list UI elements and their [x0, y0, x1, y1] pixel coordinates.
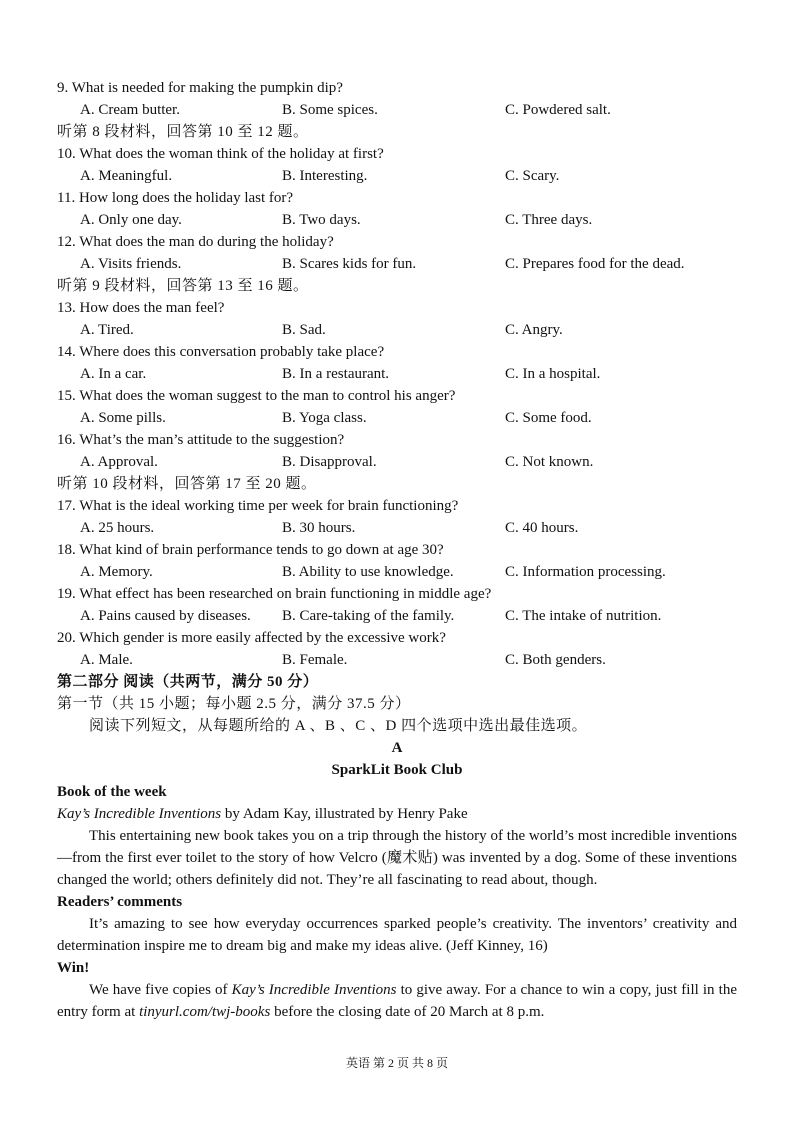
page-footer: 英语 第 2 页 共 8 页: [345, 1056, 448, 1070]
win-book-title: Kay’s Incredible Inventions: [231, 982, 397, 998]
option-b: B. In a restaurant.: [282, 366, 390, 382]
option-c: C. 40 hours.: [505, 520, 579, 536]
option-c: C. Powdered salt.: [505, 102, 611, 118]
passage-title: SparkLit Book Club: [331, 762, 463, 778]
option-b: B. Female.: [282, 652, 348, 668]
option-a: A. Cream butter.: [80, 102, 180, 118]
win-url: tinyurl.com/twj-books: [139, 1004, 271, 1020]
passage-letter: A: [391, 740, 403, 756]
question-9: 9. What is needed for making the pumpkin dip?: [57, 80, 343, 96]
option-c: C. Both genders.: [505, 652, 606, 668]
question-15: 15. What does the woman suggest to the man to control his anger?: [57, 388, 456, 404]
book-paragraph: This entertaining new book takes you on a trip through the history of the world’s most incredible inventions—from the first ever toilet to the story of how Velcro (魔术贴) was invented by a dog. Some of these inventions changed the world; others definitely did not. They’re all fascinating to read about, though.: [57, 828, 737, 888]
win-text-3: before the closing date of 20 March at 8 p.m.: [270, 1004, 545, 1020]
option-a: A. Some pills.: [80, 410, 166, 426]
question-17: 17. What is the ideal working time per week for brain functioning?: [57, 498, 459, 514]
exam-page: [57, 77, 737, 1023]
options-18: [57, 561, 737, 583]
options-9: [57, 99, 737, 121]
option-c: C. Information processing.: [505, 564, 666, 580]
part2-title: 第二部分 阅读（共两节，满分 50 分）: [57, 674, 319, 690]
option-b: B. Sad.: [282, 322, 326, 338]
option-a: A. Visits friends.: [80, 256, 182, 272]
option-c: C. The intake of nutrition.: [505, 608, 662, 624]
options-13: [57, 319, 737, 341]
option-b: B. Ability to use knowledge.: [282, 564, 454, 580]
options-10: [57, 165, 737, 187]
options-17: [57, 517, 737, 539]
book-byline: by Adam Kay, illustrated by Henry Pake: [221, 806, 468, 822]
option-b: B. 30 hours.: [282, 520, 356, 536]
win-text-2: to give away. For a chance to win a copy, just fill in the entry form at: [57, 982, 737, 1020]
comments-paragraph: It’s amazing to see how everyday occurrences sparked people’s creativity. The inventors’ creativity and determination inspire me to dream big and make my ideas alive. (Jeff Kinney, 16): [57, 916, 737, 954]
question-16: 16. What’s the man’s attitude to the suggestion?: [57, 432, 345, 448]
option-c: C. Some food.: [505, 410, 592, 426]
options-20: [57, 649, 737, 671]
option-c: C. Not known.: [505, 454, 594, 470]
option-b: B. Interesting.: [282, 168, 368, 184]
option-b: B. Scares kids for fun.: [282, 256, 417, 272]
question-19: 19. What effect has been researched on brain functioning in middle age?: [57, 586, 492, 602]
option-c: C. Prepares food for the dead.: [505, 256, 685, 272]
options-11: [57, 209, 737, 231]
question-14: 14. Where does this conversation probably take place?: [57, 344, 385, 360]
option-b: B. Disapproval.: [282, 454, 377, 470]
section1-title: 第一节（共 15 小题；每小题 2.5 分，满分 37.5 分）: [57, 696, 411, 712]
option-a: A. Only one day.: [80, 212, 182, 228]
option-a: A. Male.: [80, 652, 133, 668]
option-b: B. Care-taking of the family.: [282, 608, 455, 624]
book-heading: Book of the week: [57, 784, 167, 800]
option-a: A. In a car.: [80, 366, 147, 382]
instructions: 阅读下列短文，从每题所给的 A 、B 、C 、D 四个选项中选出最佳选项。: [89, 718, 588, 734]
options-16: [57, 451, 737, 473]
section-10-header: 听第 10 段材料，回答第 17 至 20 题。: [57, 476, 317, 492]
option-a: A. Memory.: [80, 564, 153, 580]
book-title: Kay’s Incredible Inventions: [57, 806, 222, 822]
win-paragraph: [57, 979, 737, 1023]
option-c: C. Angry.: [505, 322, 563, 338]
option-a: A. Tired.: [80, 322, 134, 338]
option-a: A. Pains caused by diseases.: [80, 608, 251, 624]
question-11: 11. How long does the holiday last for?: [57, 190, 294, 206]
question-10: 10. What does the woman think of the holiday at first?: [57, 146, 384, 162]
question-13: 13. How does the man feel?: [57, 300, 225, 316]
option-a: A. Meaningful.: [80, 168, 173, 184]
option-b: B. Some spices.: [282, 102, 378, 118]
option-b: B. Two days.: [282, 212, 361, 228]
book-credit: [57, 803, 737, 825]
options-12: [57, 253, 737, 275]
option-b: B. Yoga class.: [282, 410, 367, 426]
option-c: C. Scary.: [505, 168, 560, 184]
question-20: 20. Which gender is more easily affected by the excessive work?: [57, 630, 446, 646]
option-a: A. Approval.: [80, 454, 158, 470]
option-c: C. In a hospital.: [505, 366, 601, 382]
comments-heading: Readers’ comments: [57, 894, 183, 910]
win-heading: Win!: [57, 960, 90, 976]
section-9-header: 听第 9 段材料，回答第 13 至 16 题。: [57, 278, 309, 294]
options-15: [57, 407, 737, 429]
options-14: [57, 363, 737, 385]
section-8-header: 听第 8 段材料，回答第 10 至 12 题。: [57, 124, 309, 140]
question-18: 18. What kind of brain performance tends to go down at age 30?: [57, 542, 444, 558]
option-a: A. 25 hours.: [80, 520, 155, 536]
option-c: C. Three days.: [505, 212, 593, 228]
win-text-1: We have five copies of: [89, 982, 232, 998]
question-12: 12. What does the man do during the holiday?: [57, 234, 334, 250]
options-19: [57, 605, 737, 627]
